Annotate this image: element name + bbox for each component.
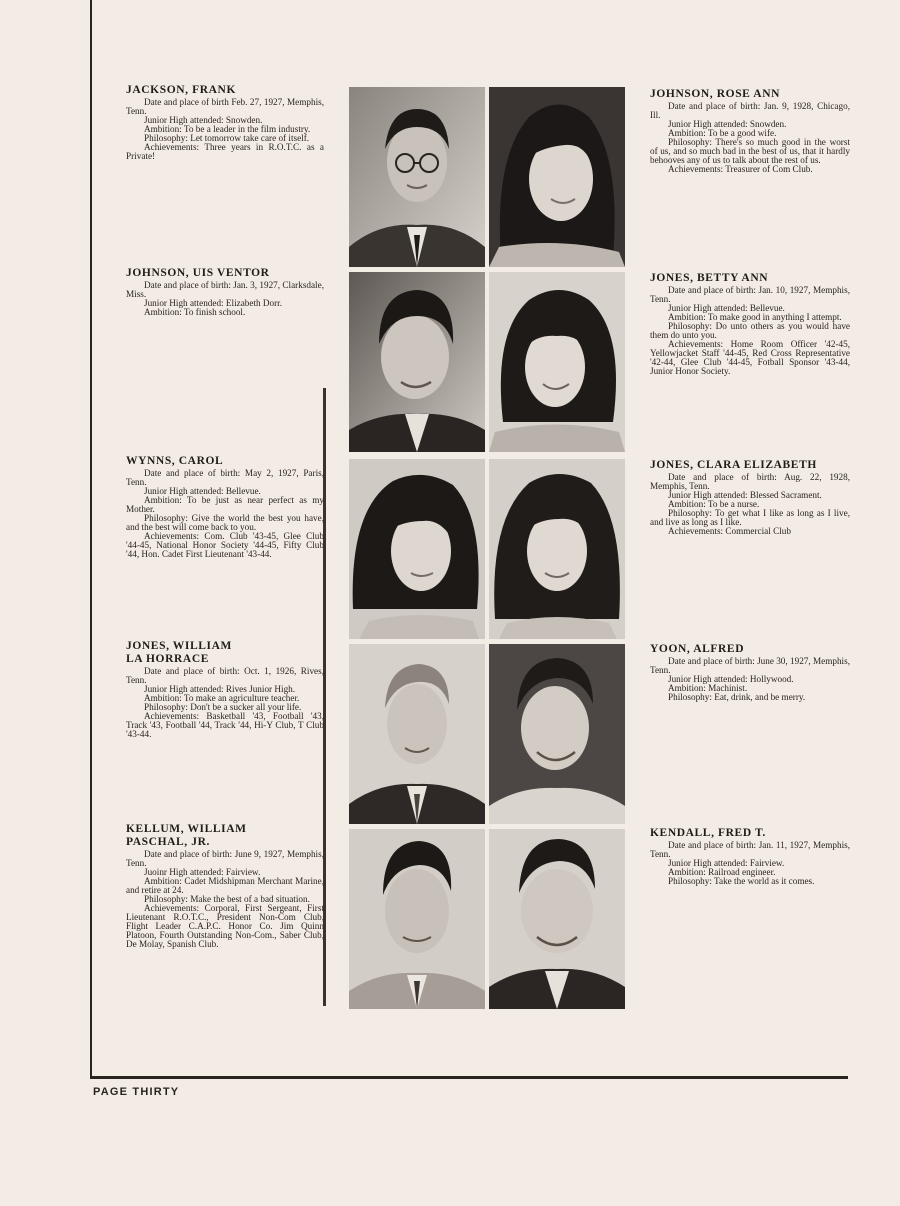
entry-achievements-line: Achievements: Commercial Club <box>668 526 791 536</box>
student-entry-yoon-alfred <box>650 644 850 702</box>
student-entry-johnson-uis-ventor <box>126 268 324 317</box>
student-entry-johnson-rose-ann <box>650 89 850 174</box>
portrait-photo-jones-clara-elizabeth <box>489 459 625 639</box>
student-name-line-2: PASCHAL, JR. <box>126 836 210 848</box>
page-border-bottom <box>90 1076 848 1079</box>
entry-achievements-line: Achievements: Basketball '43, Football '43, Track '43, Football '44, Track '44, Hi-Y Club, T Club '43-44. <box>126 711 324 739</box>
entry-philosophy-line: Philosophy: Do unto others as you would have them do unto you. <box>650 321 850 340</box>
portrait-photo-jackson-frank <box>349 87 485 267</box>
entry-junior-high-line: Junior High attended: Blessed Sacrament. <box>668 490 822 500</box>
entry-junior-high-line: Junior High attended: Elizabeth Dorr. <box>144 298 283 308</box>
entry-achievements-line: Achievements: Home Room Officer '42-45, Yellowjacket Staff '44-45, Red Cross Representative '42-44, Glee Club '44-45, Fotball Sponsor '43-44, Junior Honor Society. <box>650 339 850 376</box>
student-entry-jones-clara-elizabeth <box>650 460 850 536</box>
student-name: KELLUM, WILLIAM <box>126 823 247 835</box>
student-name: YOON, ALFRED <box>650 643 745 655</box>
entry-ambition-line: Ambition: To be a leader in the film industry. <box>144 124 311 134</box>
page-border-left <box>90 0 92 1076</box>
entry-birth-line: Date and place of birth: Jan. 9, 1928, Chicago, Ill. <box>650 101 850 120</box>
student-name: JONES, CLARA ELIZABETH <box>650 459 817 471</box>
entry-achievements-line: Achievements: Corporal, First Sergeant, First Lieutenant R.O.T.C., President Non-Com Club, Flight Leader C.A.P.C. Honor Co. Jim Quinn Platoon, Fourth Outstanding Non-Com., Saber Club, De Molay, Spanish Club. <box>126 903 324 949</box>
entry-junior-high-line: Junior High attended: Rives Junior High. <box>144 684 296 694</box>
student-entry-wynns-carol <box>126 456 324 559</box>
portrait-photo-jones-william <box>349 644 485 824</box>
entry-birth-line: Date and place of birth: June 9, 1927, Memphis, Tenn. <box>126 849 324 868</box>
portrait-photo-kellum-william <box>349 829 485 1009</box>
entry-ambition-line: Ambition: To make an agriculture teacher. <box>144 693 300 703</box>
portrait-photo-jones-betty-ann <box>489 272 625 452</box>
student-entry-jones-william <box>126 641 324 739</box>
entry-philosophy-line: Philosophy: Make the best of a bad situation. <box>144 894 310 904</box>
entry-ambition-line: Ambition: Machinist. <box>668 683 748 693</box>
entry-achievements-line: Achievements: Com. Club '43-45, Glee Club '44-45, National Honor Society '44-45, Fifty Club '44, Hon. Cadet First Lieutenant '43-44. <box>126 531 324 559</box>
entry-junior-high-line: Junior High attended: Snowden. <box>668 119 787 129</box>
student-name: JACKSON, FRANK <box>126 84 236 96</box>
entry-achievements-line: Achievements: Treasurer of Com Club. <box>668 164 813 174</box>
entry-ambition-line: Ambition: Cadet Midshipman Merchant Marine, and retire at 24. <box>126 876 324 895</box>
entry-junior-high-line: Junior High attended: Hollywood. <box>668 674 794 684</box>
entry-junior-high-line: Junior High attended: Snowden. <box>144 115 263 125</box>
student-name: WYNNS, CAROL <box>126 455 224 467</box>
student-name-line-2: LA HORRACE <box>126 653 209 665</box>
entry-birth-line: Date and place of birth: Jan. 11, 1927, Memphis, Tenn. <box>650 840 850 859</box>
entry-philosophy-line: Philosophy: Eat, drink, and be merry. <box>668 692 806 702</box>
entry-birth-line: Date and place of birth: Aug. 22, 1928, Memphis, Tenn. <box>650 472 850 491</box>
student-name: JONES, BETTY ANN <box>650 272 769 284</box>
entry-philosophy-line: Philosophy: To get what I like as long as I live, and live as long as I like. <box>650 508 850 527</box>
entry-ambition-line: Ambition: To finish school. <box>144 307 246 317</box>
portrait-photo-kendall-fred <box>489 829 625 1009</box>
entry-ambition-line: Ambition: To be just as near perfect as my Mother. <box>126 495 324 514</box>
student-name: JOHNSON, ROSE ANN <box>650 88 781 100</box>
student-name: JONES, WILLIAM <box>126 640 232 652</box>
entry-philosophy-line: Philosophy: Don't be a sucker all your life. <box>144 702 302 712</box>
entry-philosophy-line: Philosophy: There's so much good in the worst of us, and so much bad in the best of us, that it hardly behooves any of us to talk about the rest of us. <box>650 137 850 165</box>
entry-birth-line: Date and place of birth: Jan. 3, 1927, Clarksdale, Miss. <box>126 280 324 299</box>
portrait-photo-johnson-rose-ann <box>489 87 625 267</box>
entry-junior-high-line: Juoinr High attended: Fairview. <box>144 867 261 877</box>
entry-philosophy-line: Philosophy: Take the world as it comes. <box>668 876 815 886</box>
entry-ambition-line: Ambition: Railroad engineer. <box>668 867 776 877</box>
entry-birth-line: Date and place of birth: June 30, 1927, Memphis, Tenn. <box>650 656 850 675</box>
entry-junior-high-line: Junior High attended: Fairview. <box>668 858 785 868</box>
portrait-photo-yoon-alfred <box>489 644 625 824</box>
student-name: JOHNSON, UIS VENTOR <box>126 267 270 279</box>
entry-ambition-line: Ambition: To make good in anything I attempt. <box>668 312 842 322</box>
student-entry-kellum-william <box>126 824 324 949</box>
student-entry-kendall-fred <box>650 828 850 886</box>
entry-birth-line: Date and place of birth: Jan. 10, 1927, Memphis, Tenn. <box>650 285 850 304</box>
entry-birth-line: Date and place of birth: May 2, 1927, Paris, Tenn. <box>126 468 324 487</box>
entry-ambition-line: Ambition: To be a good wife. <box>668 128 777 138</box>
entry-ambition-line: Ambition: To be a nurse. <box>668 499 760 509</box>
entry-philosophy-line: Philosophy: Give the world the best you have, and the best will come back to you. <box>126 513 324 532</box>
entry-junior-high-line: Junior High attended: Bellevue. <box>144 486 261 496</box>
entry-birth-line: Date and place of birth Feb. 27, 1927, Memphis, Tenn. <box>126 97 324 116</box>
portrait-photo-johnson-uis-ventor <box>349 272 485 452</box>
entry-birth-line: Date and place of birth: Oct. 1, 1926, Rives, Tenn. <box>126 666 324 685</box>
page-number-label: PAGE THIRTY <box>93 1086 180 1098</box>
portrait-photo-wynns-carol <box>349 459 485 639</box>
student-entry-jackson-frank <box>126 85 324 161</box>
entry-junior-high-line: Junior High attended: Bellevue. <box>668 303 785 313</box>
student-entry-jones-betty-ann <box>650 273 850 376</box>
entry-philosophy-line: Philosophy: Let tomorrow take care of itself. <box>144 133 310 143</box>
student-name: KENDALL, FRED T. <box>650 827 766 839</box>
entry-achievements-line: Achievements: Three years in R.O.T.C. as a Private! <box>126 142 324 161</box>
